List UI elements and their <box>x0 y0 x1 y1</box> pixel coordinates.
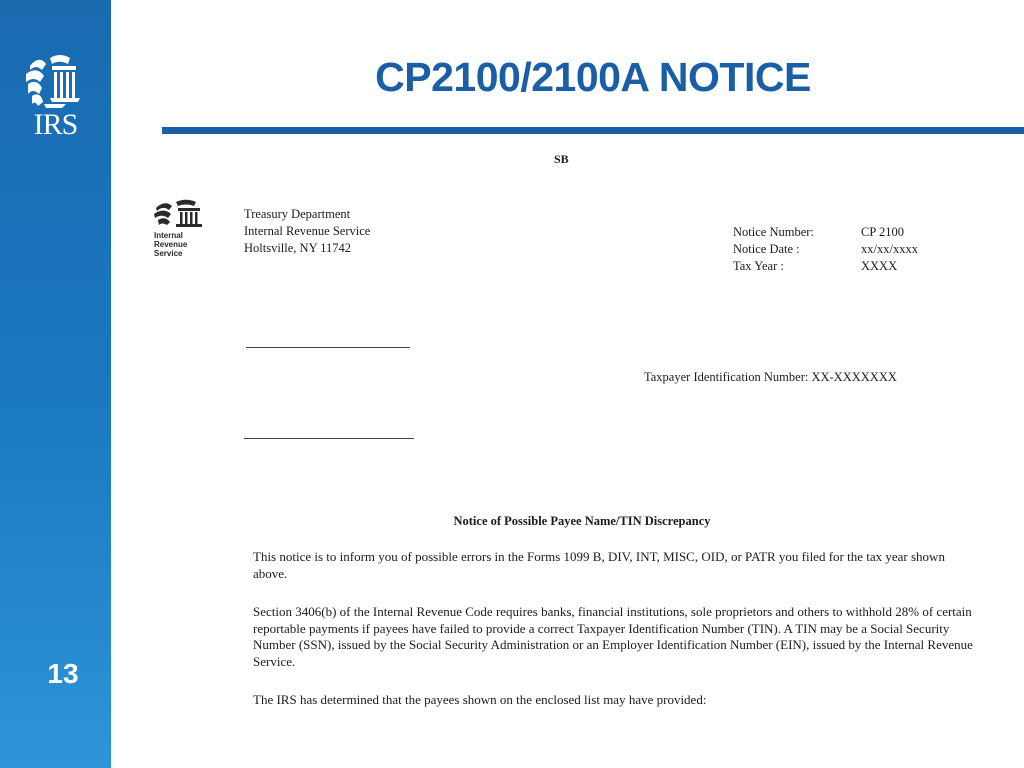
sender-line: Internal Revenue Service <box>244 224 371 238</box>
logo-text-revenue: Revenue <box>154 240 188 249</box>
irs-document-logo <box>152 198 230 260</box>
page-title: CP2100/2100A NOTICE <box>375 54 811 100</box>
sender-line: Holtsville, NY 11742 <box>244 241 352 255</box>
notice-info-value: XXXX <box>861 259 898 273</box>
sender-address <box>244 206 370 257</box>
logo-text-service: Service <box>154 249 183 258</box>
notice-info-value: xx/xx/xxxx <box>861 242 918 256</box>
address-blank-line <box>244 438 414 439</box>
document-paragraph: The IRS has determined that the payees shown on the enclosed list may have provided: <box>253 692 707 707</box>
notice-info-label: Notice Date : <box>733 242 800 256</box>
irs-logo-text: IRS <box>33 108 78 141</box>
sender-line: Treasury Department <box>244 207 351 221</box>
address-blank-line <box>246 347 410 348</box>
document-marker: SB <box>554 152 569 166</box>
notice-info <box>733 224 918 275</box>
notice-info-value: CP 2100 <box>861 225 904 239</box>
document-heading: Notice of Possible Payee Name/TIN Discrepancy <box>453 514 711 528</box>
sidebar <box>0 0 111 768</box>
taxpayer-id-line: Taxpayer Identification Number: XX-XXXXXXX <box>644 370 897 384</box>
notice-info-row <box>733 224 918 241</box>
notice-info-row <box>733 258 918 275</box>
notice-info-row <box>733 241 918 258</box>
document-paragraph: Section 3406(b) of the Internal Revenue Code requires banks, financial institutions, sole proprietors and others to withhold 28% of certain reportable payments if payees have failed to provide a correct Taxpayer Identification Number (TIN). A TIN may be a Social Security Number (SSN), issued by the Social Security Administration or an Employer Identification Number (EIN), issued by the Internal Revenue Service. <box>253 604 973 669</box>
logo-text-internal: Internal <box>154 231 183 240</box>
notice-info-label: Notice Number: <box>733 225 814 239</box>
notice-document-image <box>140 142 1024 722</box>
notice-info-label: Tax Year : <box>733 259 784 273</box>
document-paragraph: This notice is to inform you of possible errors in the Forms 1099 B, DIV, INT, MISC, OID, or PATR you filed for the tax year shown above. <box>253 549 945 581</box>
page-number: 13 <box>47 658 79 689</box>
title-divider <box>162 127 1024 134</box>
